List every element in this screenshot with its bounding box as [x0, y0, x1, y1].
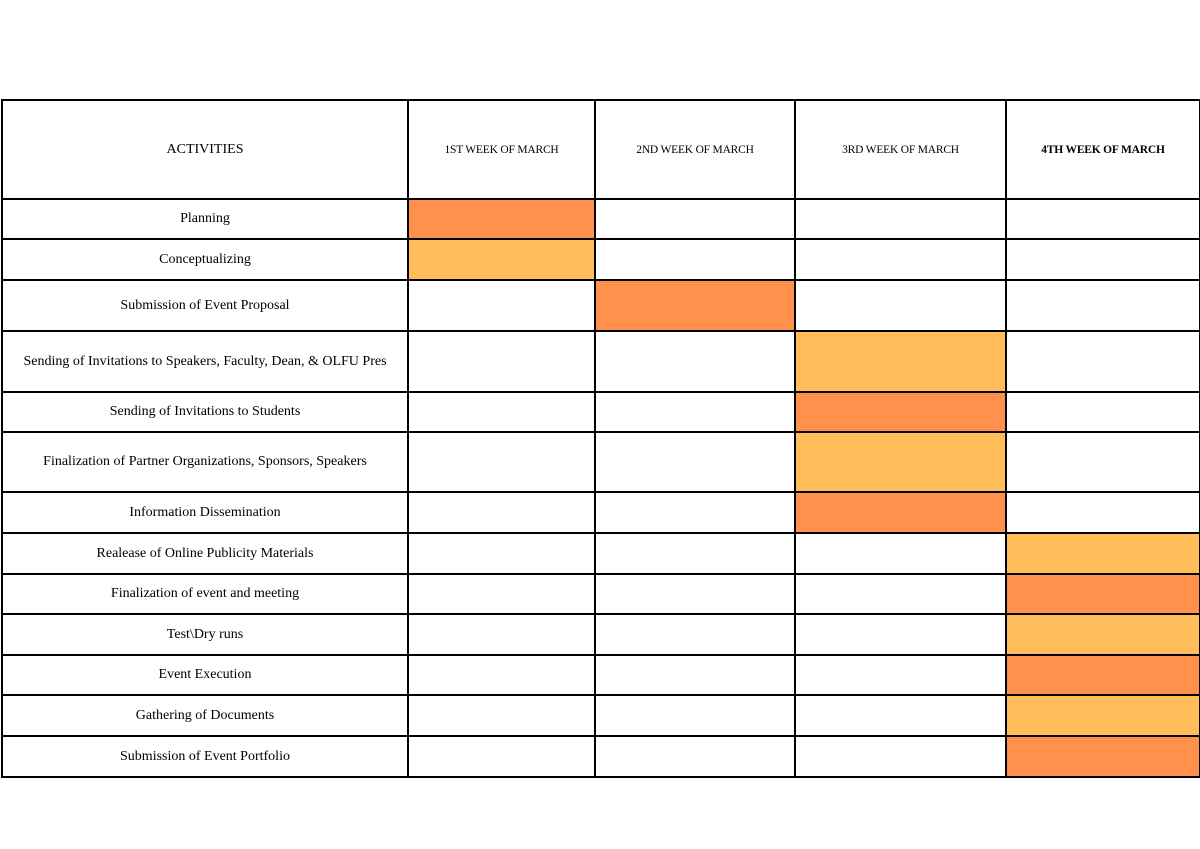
empty-week-cell	[595, 492, 795, 533]
schedule-bar-week-3	[795, 392, 1006, 432]
activity-cell: Conceptualizing	[2, 239, 408, 280]
empty-week-cell	[595, 533, 795, 574]
schedule-bar-week-1	[408, 199, 595, 239]
empty-week-cell	[1006, 199, 1200, 239]
empty-week-cell	[795, 695, 1006, 736]
table-row	[2, 533, 1200, 574]
schedule-bar-week-3	[795, 432, 1006, 492]
empty-week-cell	[795, 614, 1006, 655]
schedule-bar-week-2	[595, 280, 795, 331]
empty-week-cell	[795, 655, 1006, 695]
week-3-header: 3RD WEEK OF MARCH	[795, 100, 1006, 199]
empty-week-cell	[408, 392, 595, 432]
table-row	[2, 239, 1200, 280]
empty-week-cell	[795, 533, 1006, 574]
empty-week-cell	[795, 736, 1006, 777]
empty-week-cell	[1006, 331, 1200, 392]
empty-week-cell	[795, 280, 1006, 331]
table-row	[2, 655, 1200, 695]
empty-week-cell	[795, 199, 1006, 239]
empty-week-cell	[1006, 239, 1200, 280]
table-row	[2, 736, 1200, 777]
activity-cell: Finalization of Partner Organizations, Sponsors, Speakers	[2, 432, 408, 492]
table-row	[2, 392, 1200, 432]
schedule-bar-week-4	[1006, 655, 1200, 695]
empty-week-cell	[408, 695, 595, 736]
empty-week-cell	[1006, 392, 1200, 432]
schedule-bar-week-3	[795, 331, 1006, 392]
table-row	[2, 574, 1200, 614]
empty-week-cell	[595, 655, 795, 695]
empty-week-cell	[595, 574, 795, 614]
activity-cell: Finalization of event and meeting	[2, 574, 408, 614]
table-row	[2, 695, 1200, 736]
activity-cell: Gathering of Documents	[2, 695, 408, 736]
empty-week-cell	[408, 574, 595, 614]
empty-week-cell	[1006, 492, 1200, 533]
activity-cell: Planning	[2, 199, 408, 239]
empty-week-cell	[795, 239, 1006, 280]
empty-week-cell	[595, 695, 795, 736]
empty-week-cell	[408, 655, 595, 695]
activity-cell: Sending of Invitations to Speakers, Faculty, Dean, & OLFU Pres	[2, 331, 408, 392]
empty-week-cell	[795, 574, 1006, 614]
empty-week-cell	[595, 239, 795, 280]
table-row	[2, 614, 1200, 655]
empty-week-cell	[595, 432, 795, 492]
activity-cell: Event Execution	[2, 655, 408, 695]
empty-week-cell	[408, 533, 595, 574]
table-row	[2, 492, 1200, 533]
week-2-header: 2ND WEEK OF MARCH	[595, 100, 795, 199]
schedule-bar-week-4	[1006, 736, 1200, 777]
empty-week-cell	[595, 199, 795, 239]
schedule-bar-week-4	[1006, 533, 1200, 574]
schedule-bar-week-4	[1006, 614, 1200, 655]
week-1-header: 1ST WEEK OF MARCH	[408, 100, 595, 199]
empty-week-cell	[595, 392, 795, 432]
schedule-bar-week-4	[1006, 574, 1200, 614]
empty-week-cell	[408, 736, 595, 777]
table-row	[2, 331, 1200, 392]
schedule-bar-week-4	[1006, 695, 1200, 736]
activity-cell: Information Dissemination	[2, 492, 408, 533]
activity-cell: Submission of Event Portfolio	[2, 736, 408, 777]
empty-week-cell	[595, 736, 795, 777]
header-row	[2, 100, 1200, 199]
activity-cell: Sending of Invitations to Students	[2, 392, 408, 432]
activities-header: ACTIVITIES	[2, 100, 408, 199]
table-row	[2, 432, 1200, 492]
empty-week-cell	[595, 614, 795, 655]
empty-week-cell	[408, 492, 595, 533]
table-row	[2, 280, 1200, 331]
empty-week-cell	[1006, 432, 1200, 492]
empty-week-cell	[408, 432, 595, 492]
activity-cell: Test\Dry runs	[2, 614, 408, 655]
schedule-table	[1, 99, 1200, 778]
activity-cell: Submission of Event Proposal	[2, 280, 408, 331]
empty-week-cell	[1006, 280, 1200, 331]
empty-week-cell	[408, 280, 595, 331]
week-4-header: 4TH WEEK OF MARCH	[1006, 100, 1200, 199]
schedule-bar-week-1	[408, 239, 595, 280]
empty-week-cell	[408, 331, 595, 392]
empty-week-cell	[408, 614, 595, 655]
table-row	[2, 199, 1200, 239]
empty-week-cell	[595, 331, 795, 392]
activity-cell: Realease of Online Publicity Materials	[2, 533, 408, 574]
schedule-bar-week-3	[795, 492, 1006, 533]
